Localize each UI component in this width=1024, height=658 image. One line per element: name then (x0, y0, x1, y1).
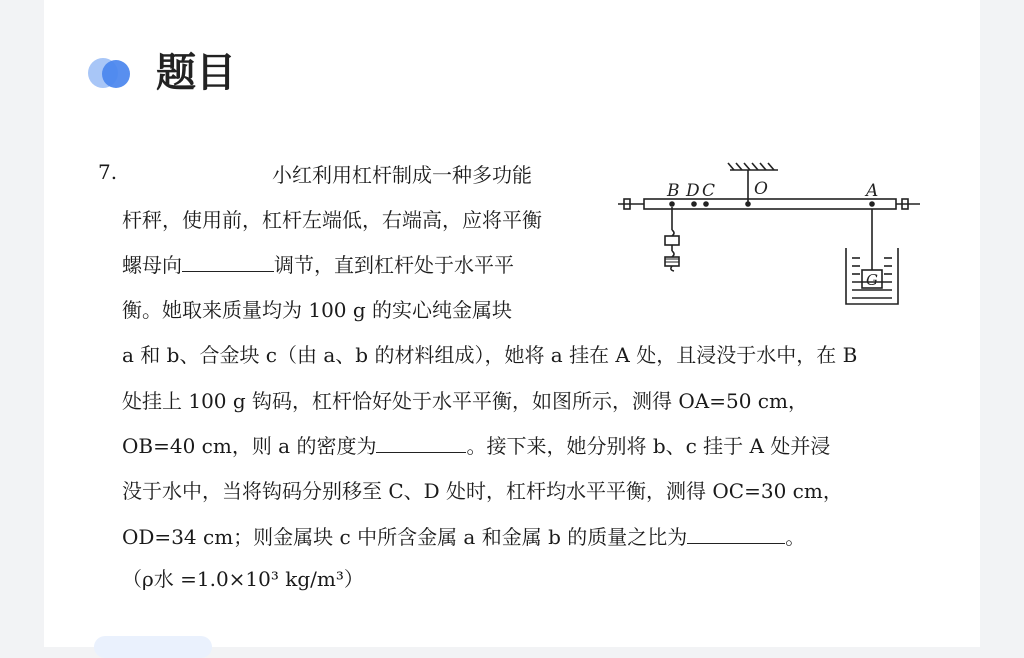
section-title: 题目 (156, 50, 236, 96)
label-B: B (667, 181, 680, 201)
point-labels (666, 179, 878, 201)
lever-diagram (610, 158, 930, 310)
question-text-line: OB=40 cm，则 a 的密度为 。接下来，她分别将 b、c 挂于 A 处并浸 (122, 434, 831, 458)
question-text-line: 杆秤，使用前，杠杆左端低，右端高，应将平衡 (122, 208, 542, 232)
question-text-line: 处挂上 100 g 钩码，杠杆恰好处于水平平衡，如图所示，测得 OA=50 cm， (122, 389, 808, 413)
bottom-tab-hint (94, 636, 212, 658)
answer-blank-3 (687, 525, 785, 544)
question-text-line: 螺母向 调节，直到杠杆处于水平平 (122, 253, 514, 277)
lever-points (669, 201, 875, 207)
question-number: 7. (98, 160, 118, 184)
label-G: G (866, 271, 878, 289)
answer-blank-1 (182, 253, 274, 272)
answer-blank-2 (376, 434, 466, 453)
ceiling-support (728, 163, 778, 204)
label-O: O (754, 179, 768, 199)
question-text-line: OD=34 cm；则金属块 c 中所含金属 a 和金属 b 的质量之比为 。 (122, 525, 806, 549)
question-text-line: 衡。她取来质量均为 100 g 的实心纯金属块 (122, 298, 513, 322)
label-A: A (866, 181, 879, 201)
question-text-line: 没于水中，当将钩码分别移至 C、D 处时，杠杆均水平平衡，测得 OC=30 cm， (122, 479, 843, 503)
question-text-line: a 和 b、合金块 c（由 a、b 的材料组成），她将 a 挂在 A 处，且浸没于水中，在 B (122, 343, 858, 367)
hook-weight (665, 207, 679, 271)
question-text-line: （ρ水 =1.0×10³ kg/m³） (122, 567, 364, 591)
question-text-line: 小红利用杠杆制成一种多功能 (272, 163, 532, 187)
label-C: C (702, 181, 716, 201)
header-dots-icon (88, 58, 134, 88)
water-beaker (846, 209, 898, 304)
label-D: D (686, 181, 700, 201)
